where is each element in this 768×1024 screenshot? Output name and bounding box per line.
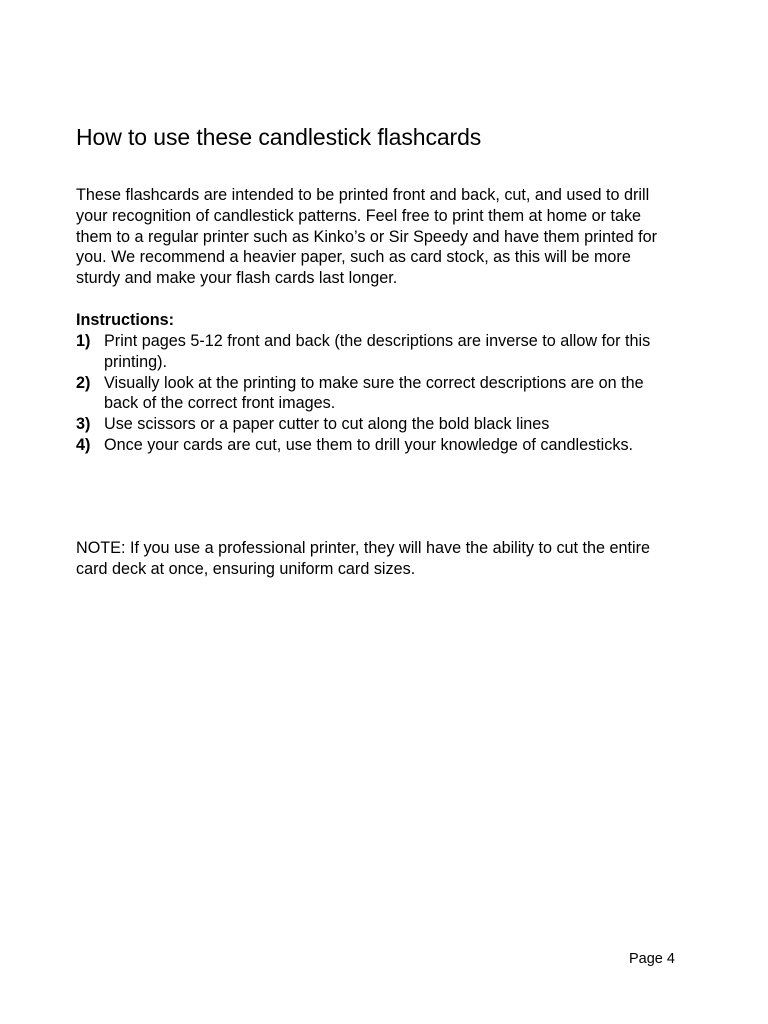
instruction-step-4 xyxy=(76,435,716,456)
note-line: NOTE: If you use a professional printer, they will have the ability to cut the entire xyxy=(76,539,651,557)
step-line: back of the correct front images. xyxy=(104,394,336,413)
step-number: 3) xyxy=(76,415,91,434)
step-line: Once your cards are cut, use them to drill your knowledge of candlesticks. xyxy=(104,435,634,454)
intro-paragraph xyxy=(76,185,716,289)
instruction-step-1 xyxy=(76,331,716,373)
intro-line: them to a regular printer such as Kinko’s or Sir Speedy and have them printed for xyxy=(76,227,657,246)
step-number: 2) xyxy=(76,373,91,392)
intro-line: These flashcards are intended to be printed front and back, cut, and used to drill xyxy=(76,186,650,204)
intro-line: you. We recommend a heavier paper, such as card stock, as this will be more xyxy=(76,248,631,267)
step-text xyxy=(104,373,716,415)
note-line: card deck at once, ensuring uniform card sizes. xyxy=(76,559,416,578)
step-line: Use scissors or a paper cutter to cut along the bold black lines xyxy=(104,415,550,434)
page-title: How to use these candlestick flashcards xyxy=(76,124,482,150)
instructions-list xyxy=(76,331,716,456)
instruction-step-3 xyxy=(76,414,716,435)
intro-line: your recognition of candlestick patterns. Feel free to print them at home or take xyxy=(76,206,642,225)
step-text xyxy=(104,331,716,373)
step-number: 4) xyxy=(76,435,91,454)
step-text xyxy=(104,414,716,435)
step-line: Print pages 5-12 front and back (the descriptions are inverse to allow for this xyxy=(104,332,651,350)
step-line: printing). xyxy=(104,352,167,371)
step-text xyxy=(104,435,716,456)
instruction-step-2 xyxy=(76,373,716,415)
note-paragraph xyxy=(76,538,716,580)
step-line: Visually look at the printing to make sure the correct descriptions are on the xyxy=(104,373,644,392)
step-number: 1) xyxy=(76,332,91,350)
instructions-heading: Instructions: xyxy=(76,311,175,329)
intro-line: sturdy and make your flash cards last longer. xyxy=(76,269,398,288)
page-number: Page 4 xyxy=(629,951,675,967)
